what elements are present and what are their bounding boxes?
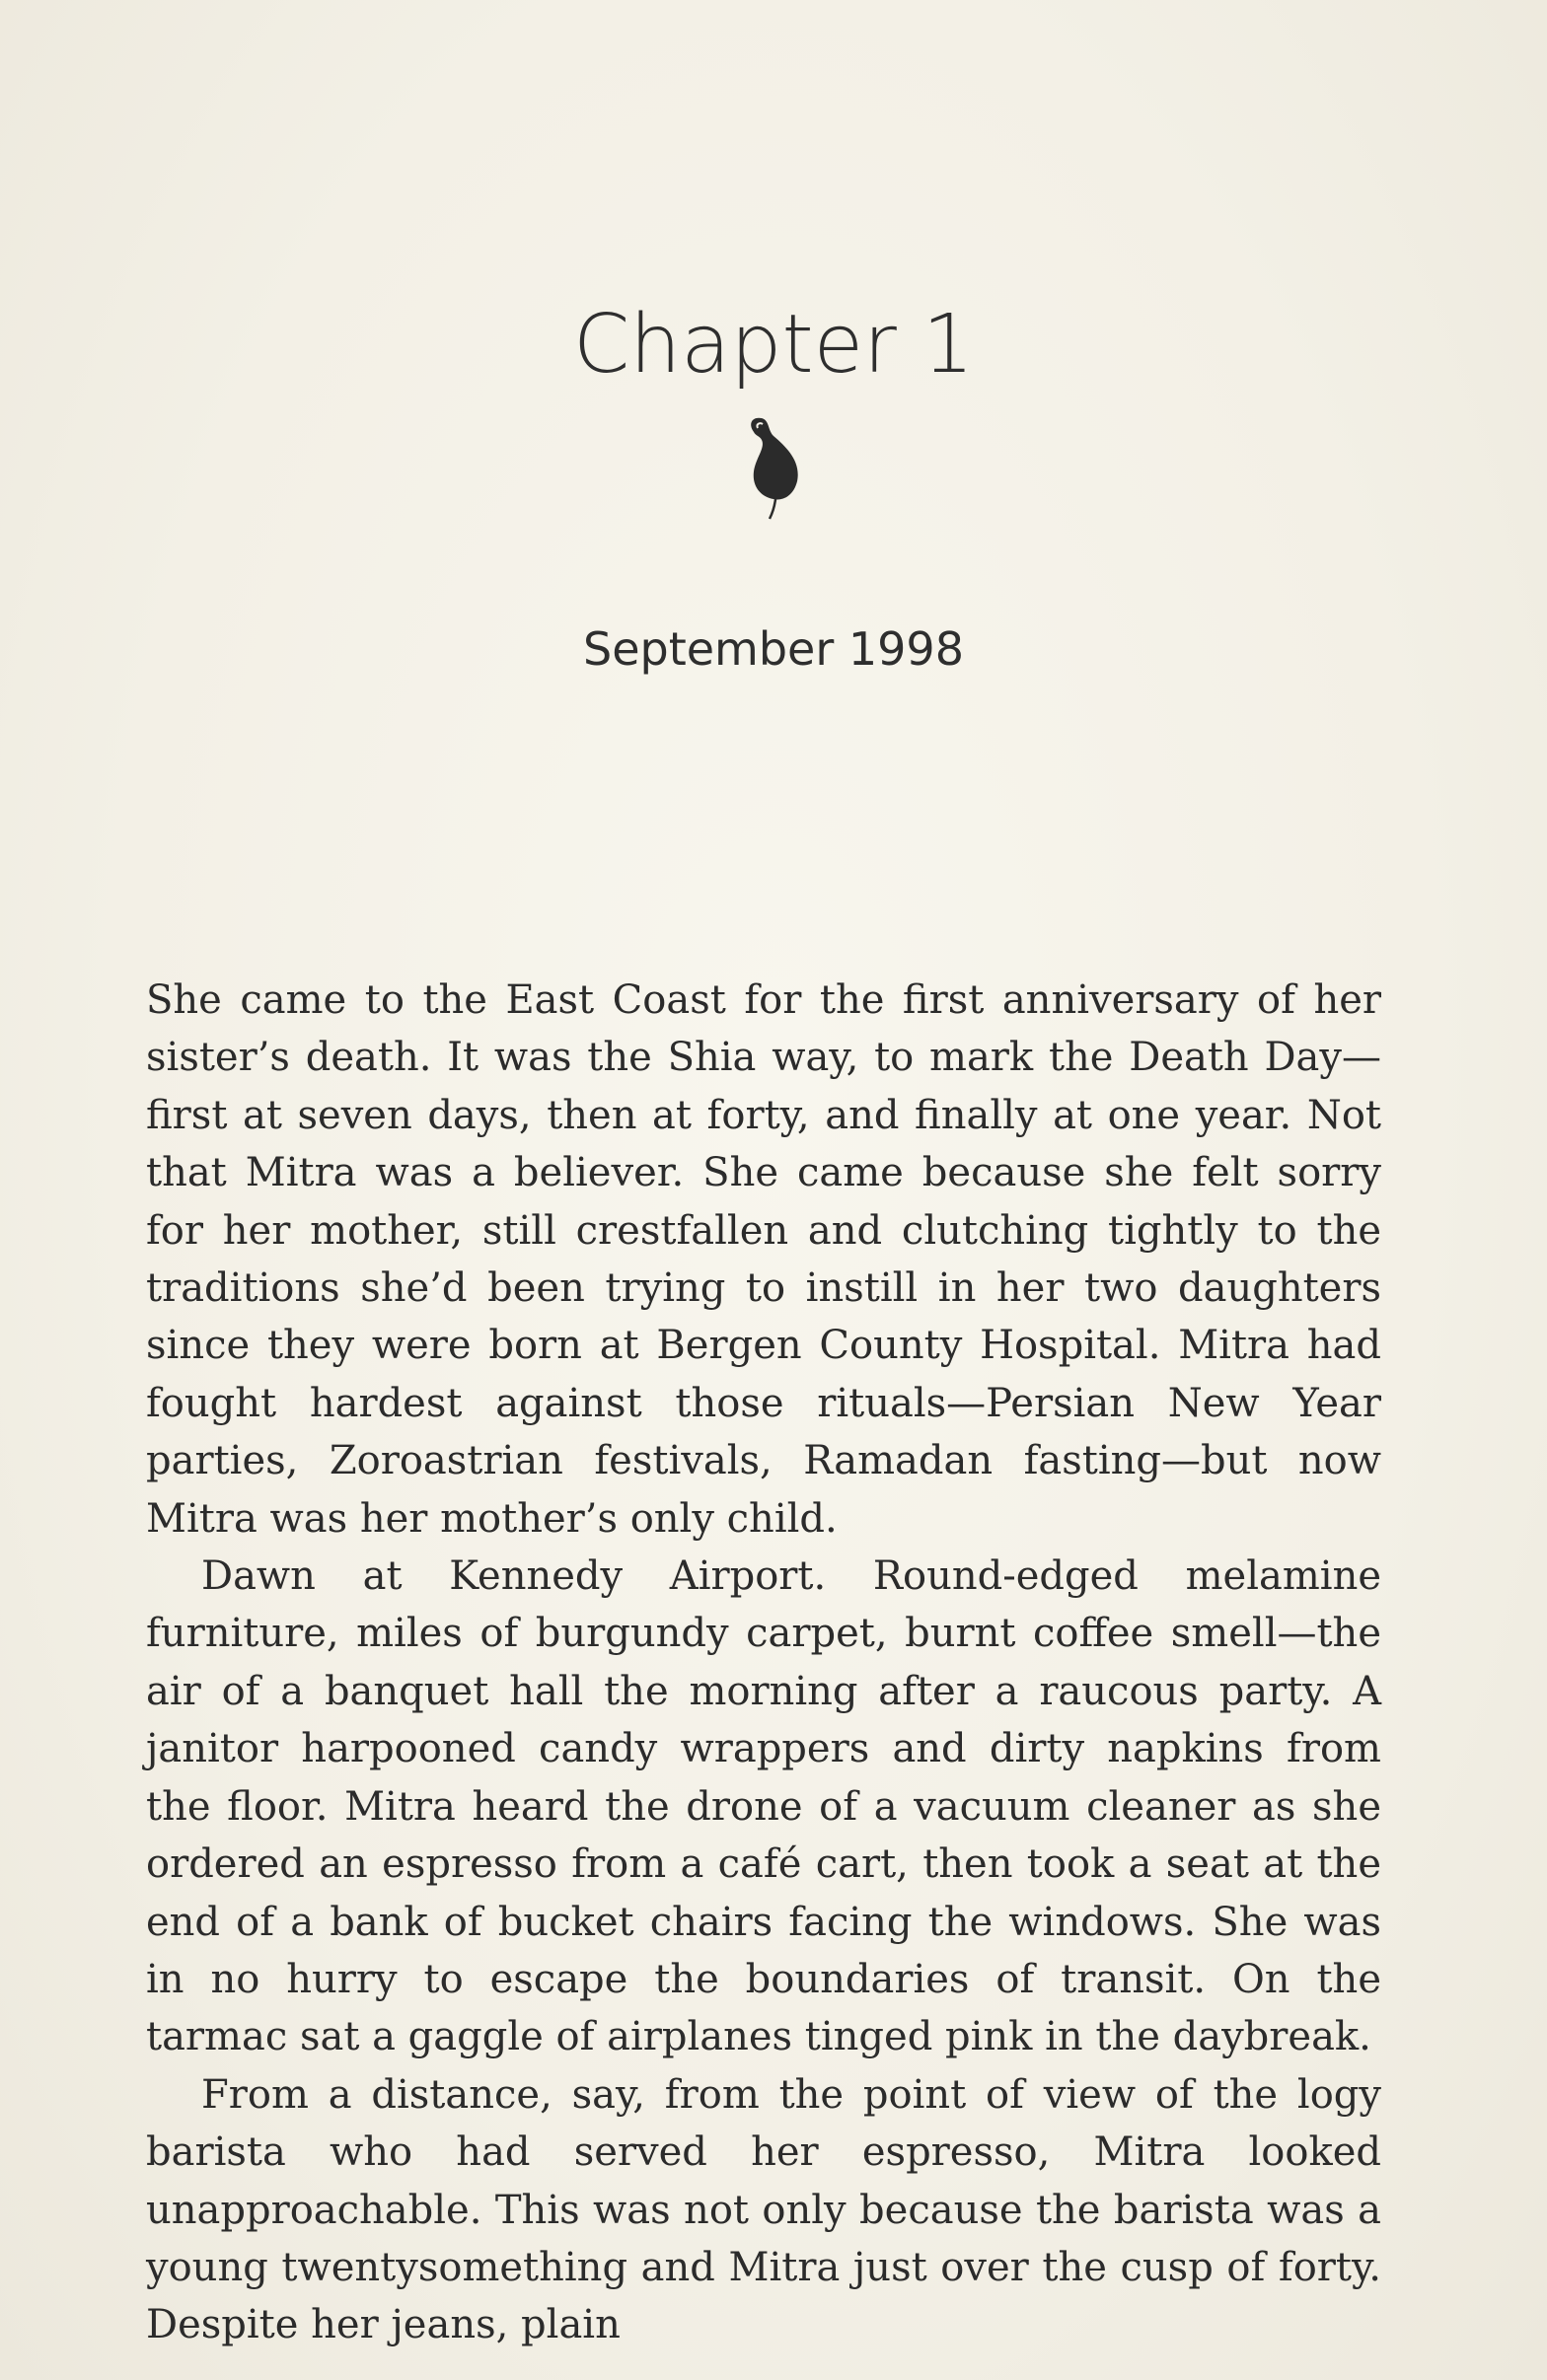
leaf-ornament-icon	[744, 414, 805, 523]
chapter-body	[146, 972, 1381, 2354]
chapter-date: September 1998	[583, 622, 964, 676]
paragraph-2: Dawn at Kennedy Airport. Round-edged melamine furniture, miles of burgundy carpet, burnt coffee smell—the air of a banquet hall the morning after a raucous party. A janitor harpooned candy wrappers and dirty napkins from the floor. Mitra heard the drone of a vacuum cleaner as she ordered an espresso from a café cart, then took a seat at the end of a bank of bucket chairs facing the windows. She was in no hurry to escape the boundaries of transit. On the tarmac sat a gaggle of airplanes tinged pink in the daybreak.	[146, 1553, 1381, 2060]
paragraph-1: She came to the East Coast for the first anniversary of her sister’s death. It was the Shia way, to mark the Death Day—first at seven days, then at forty, and finally at one year. Not that Mitra was a believer. She came because she felt sorry for her mother, still crestfallen and clutching tightly to the traditions she’d been trying to instill in her two daughters since they were born at Bergen County Hospital. Mitra had fought hardest against those rituals—Persian New Year parties, Zoroastrian festivals, Ramadan fasting—but now Mitra was her mother’s only child.	[146, 977, 1381, 1542]
paragraph-3: From a distance, say, from the point of view of the logy barista who had served her espresso, Mitra looked unapproachable. This was not only because the barista was a young twentysomething and Mitra just over the cusp of forty. Despite her jeans, plain	[146, 2071, 1381, 2348]
chapter-title: Chapter 1	[572, 298, 975, 392]
